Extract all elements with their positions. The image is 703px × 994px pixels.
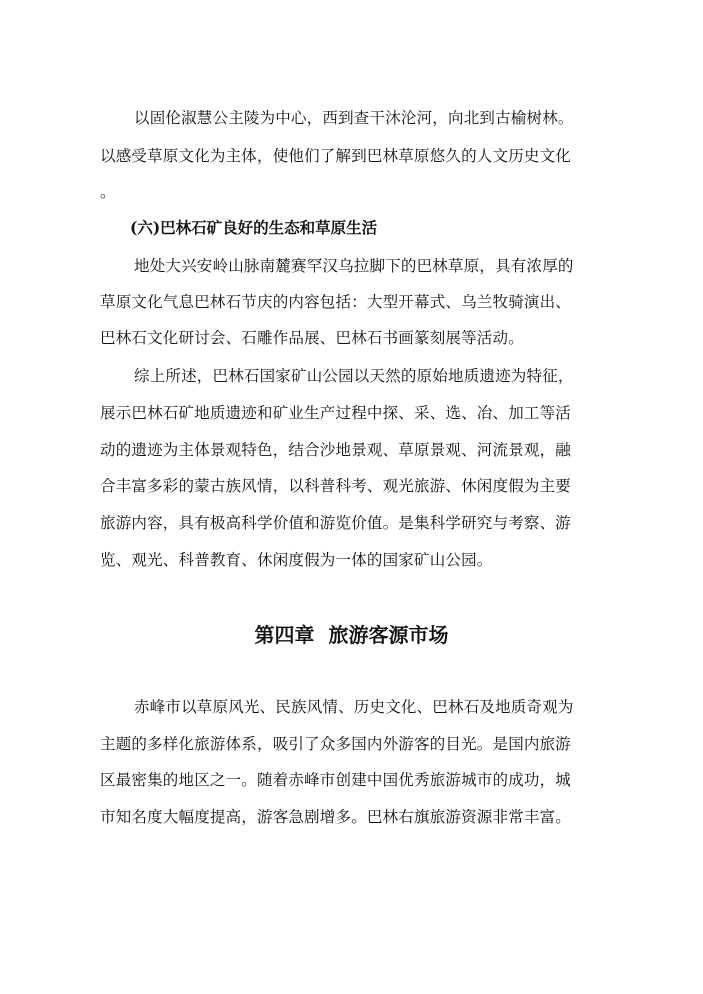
paragraph-line: 。 xyxy=(100,183,116,201)
paragraph-line: 旅游内容，具有极高科学价值和游览价值。是集科学研究与考察、游 xyxy=(100,514,572,532)
paragraph-line: 以固伦淑慧公主陵为中心，西到查干沐沦河，向北到古榆树林。 xyxy=(134,109,574,127)
paragraph-line: 赤峰市以草原风光、民族风情、历史文化、巴林石及地质奇观为 xyxy=(134,698,574,716)
paragraph-line: 合丰富多彩的蒙古族风情，以科普科考、观光旅游、休闲度假为主要 xyxy=(100,477,572,495)
section-heading: (六)巴林石矿良好的生态和草原生活 xyxy=(130,218,378,237)
paragraph-line: 览、观光、科普教育、休闲度假为一体的国家矿山公园。 xyxy=(100,551,493,569)
paragraph-line: 地处大兴安岭山脉南麓赛罕汉乌拉脚下的巴林草原，具有浓厚的 xyxy=(134,257,574,275)
chapter-title: 第四章 旅游客源市场 xyxy=(254,623,449,647)
paragraph-line: 市知名度大幅度提高，游客急剧增多。巴林右旗旅游资源非常丰富。 xyxy=(100,808,572,826)
paragraph-line: 动的遗迹为主体景观特色，结合沙地景观、草原景观、河流景观，融 xyxy=(100,441,572,459)
paragraph-line: 综上所述，巴林石国家矿山公园以天然的原始地质遗迹为特征， xyxy=(134,367,574,385)
paragraph-line: 巴林石文化研讨会、石雕作品展、巴林石书画篆刻展等活动。 xyxy=(100,329,524,347)
paragraph-line: 展示巴林石矿地质遗迹和矿业生产过程中探、采、选、冶、加工等活 xyxy=(100,404,572,422)
paragraph-line: 以感受草原文化为主体，使他们了解到巴林草原悠久的人文历史文化 xyxy=(100,147,572,165)
paragraph-line: 主题的多样化旅游体系，吸引了众多国内外游客的目光。是国内旅游 xyxy=(100,735,572,753)
paragraph-line: 区最密集的地区之一。随着赤峰市创建中国优秀旅游城市的成功，城 xyxy=(100,771,572,789)
paragraph-line: 草原文化气息巴林石节庆的内容包括：大型开幕式、乌兰牧骑演出、 xyxy=(100,293,572,311)
